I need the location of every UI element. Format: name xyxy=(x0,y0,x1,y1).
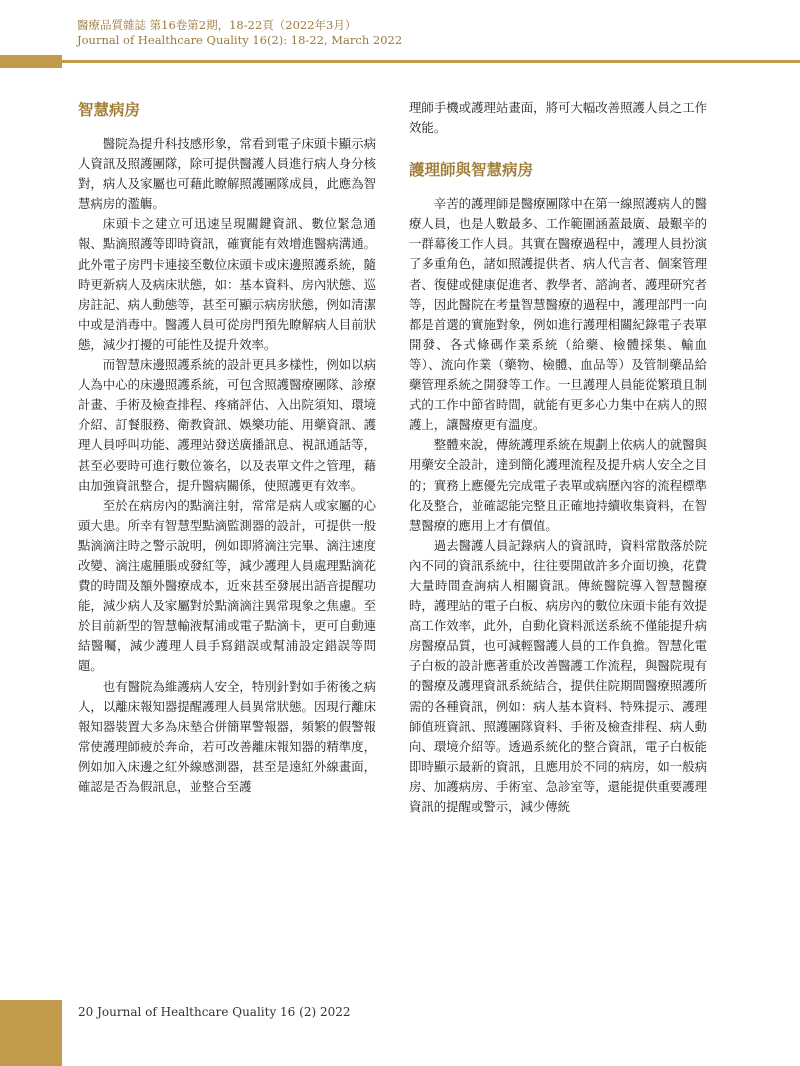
page-footer: 20 Journal of Healthcare Quality 16 (2) 2022 xyxy=(78,1005,351,1019)
header-rule xyxy=(62,60,800,63)
paragraph: 床頭卡之建立可迅速呈現關鍵資訊、數位緊急通報、點滴照護等即時資訊，確實能有效增進醫病溝通。此外電子房門卡連接至數位床頭卡或床邊照護系統，隨時更新病人及病床狀態，如：基本資料、房內狀態、巡房註記、病人動態等，甚至可顯示病房狀態，例如清潔中或是消毒中。醫護人員可從房門預先瞭解病人目前狀態，減少打擾的可能性及提升效率。 xyxy=(78,216,376,352)
running-head-english: Journal of Healthcare Quality 16(2): 18-22, March 2022 xyxy=(77,33,403,47)
paragraph: 整體來說，傳統護理系統在規劃上依病人的就醫與用藥安全設計，達到簡化護理流程及提升病人安全之目的；實務上應優先完成電子表單或病歷內容的流程標準化及整合，並確認能完整且正確地持續收集資料，在智慧醫療的應用上才有價值。 xyxy=(409,437,707,533)
running-head xyxy=(77,18,402,48)
section-heading-smart-ward: 智慧病房 xyxy=(78,101,141,119)
section-heading-nurse-smart-ward: 護理師與智慧病房 xyxy=(409,161,534,180)
footer-accent-stripe xyxy=(0,1000,62,1066)
paragraph: 辛苦的護理師是醫療團隊中在第一線照護病人的醫療人員，也是人數最多、工作範圍涵蓋最廣、最艱辛的一群幕後工作人員。其實在醫療過程中，護理人員扮演了多重角色，諸如照護提供者、病人代言者、個案管理者、復健或健康促進者、教學者、諮詢者、護理研究者等，因此醫院在考量智慧醫療的過程中，護理部門一向都是首選的實施對象，例如進行護理相關紀錄電子表單開發、各式條碼作業系統（給藥、檢體採集、輸血等）、流向作業（藥物、檢體、血品等）及管制藥品給藥管理系統之開發等工作。一旦護理人員能從繁瑣且制式的工作中節省時間，就能有更多心力集中在病人的照護上，讓醫療更有溫度。 xyxy=(409,196,707,433)
header-accent-bar xyxy=(0,55,62,68)
paragraph: 而智慧床邊照護系統的設計更具多樣性，例如以病人為中心的床邊照護系統，可包含照護醫療團隊、診療計畫、手術及檢查排程、疼痛評估、入出院須知、環境介紹、訂餐服務、衛教資訊、娛樂功能、用藥資訊、護理人員呼叫功能、護理站發送廣播訊息、視訊通話等，甚至必要時可進行數位簽名，以及表單文件之管理，藉由加強資訊整合，提升醫病關係，使照護更有效率。 xyxy=(78,357,376,493)
running-head-chinese: 醫療品質雜誌 第16卷第2期，18-22頁（2022年3月） xyxy=(77,18,357,32)
right-column xyxy=(409,98,707,817)
paragraph: 過去醫護人員記錄病人的資訊時，資料常散落於院內不同的資訊系統中，往往要開啟許多介面切換，花費大量時間查詢病人相關資訊。傳統醫院導入智慧醫療時，護理站的電子白板、病房內的數位床頭卡能有效提高工作效率，此外，自動化資料派送系統不僅能提升病房醫療品質，也可減輕醫護人員的工作負擔。智慧化電子白板的設計應著重於改善醫護工作流程，與醫院現有的醫療及護理資訊系統結合，提供住院期間醫療照護所需的各種資訊，例如：病人基本資料、特殊提示、護理師值班資訊、照護團隊資料、手術及檢查排程、病人動向、環境介紹等。透過系統化的整合資訊，電子白板能即時顯示最新的資訊，且應用於不同的病房，如一般病房、加護病房、手術室、急診室等，還能提供重要護理資訊的提醒或警示，減少傳統 xyxy=(409,537,707,814)
paragraph: 醫院為提升科技感形象，常看到電子床頭卡顯示病人資訊及照護團隊，除可提供醫護人員進行病人身分核對，病人及家屬也可藉此瞭解照護團隊成員，此應為智慧病房的濫觴。 xyxy=(78,136,376,212)
left-column xyxy=(78,98,376,797)
paragraph: 也有醫院為維護病人安全，特別針對如手術後之病人，以離床報知器提醒護理人員異常狀態。因現行離床報知器裝置大多為床墊合併簡單警報器，頻繁的假警報常使護理師疲於奔命，若可改善離床報知器的精準度，例如加入床邊之紅外線感測器，甚至是遠紅外線畫面，確認是否為假訊息，並整合至護 xyxy=(78,678,376,794)
paragraph: 至於在病房內的點滴注射，常常是病人或家屬的心頭大患。所幸有智慧型點滴監測器的設計，可提供一般點滴滴注時之警示說明，例如即將滴注完畢、滴注速度改變、滴注處腫脹或發紅等，減少護理人員處理點滴花費的時間及額外醫療成本，近來甚至發展出語音提醒功能，減少病人及家屬對於點滴滴注異常現象之焦慮。至於目前新型的智慧輸液幫浦或電子點滴卡，更可自動連結醫囑，減少護理人員手寫錯誤或幫浦設定錯誤等問題。 xyxy=(78,497,376,674)
paragraph-continued: 理師手機或護理站畫面，將可大幅改善照護人員之工作效能。 xyxy=(409,100,707,136)
